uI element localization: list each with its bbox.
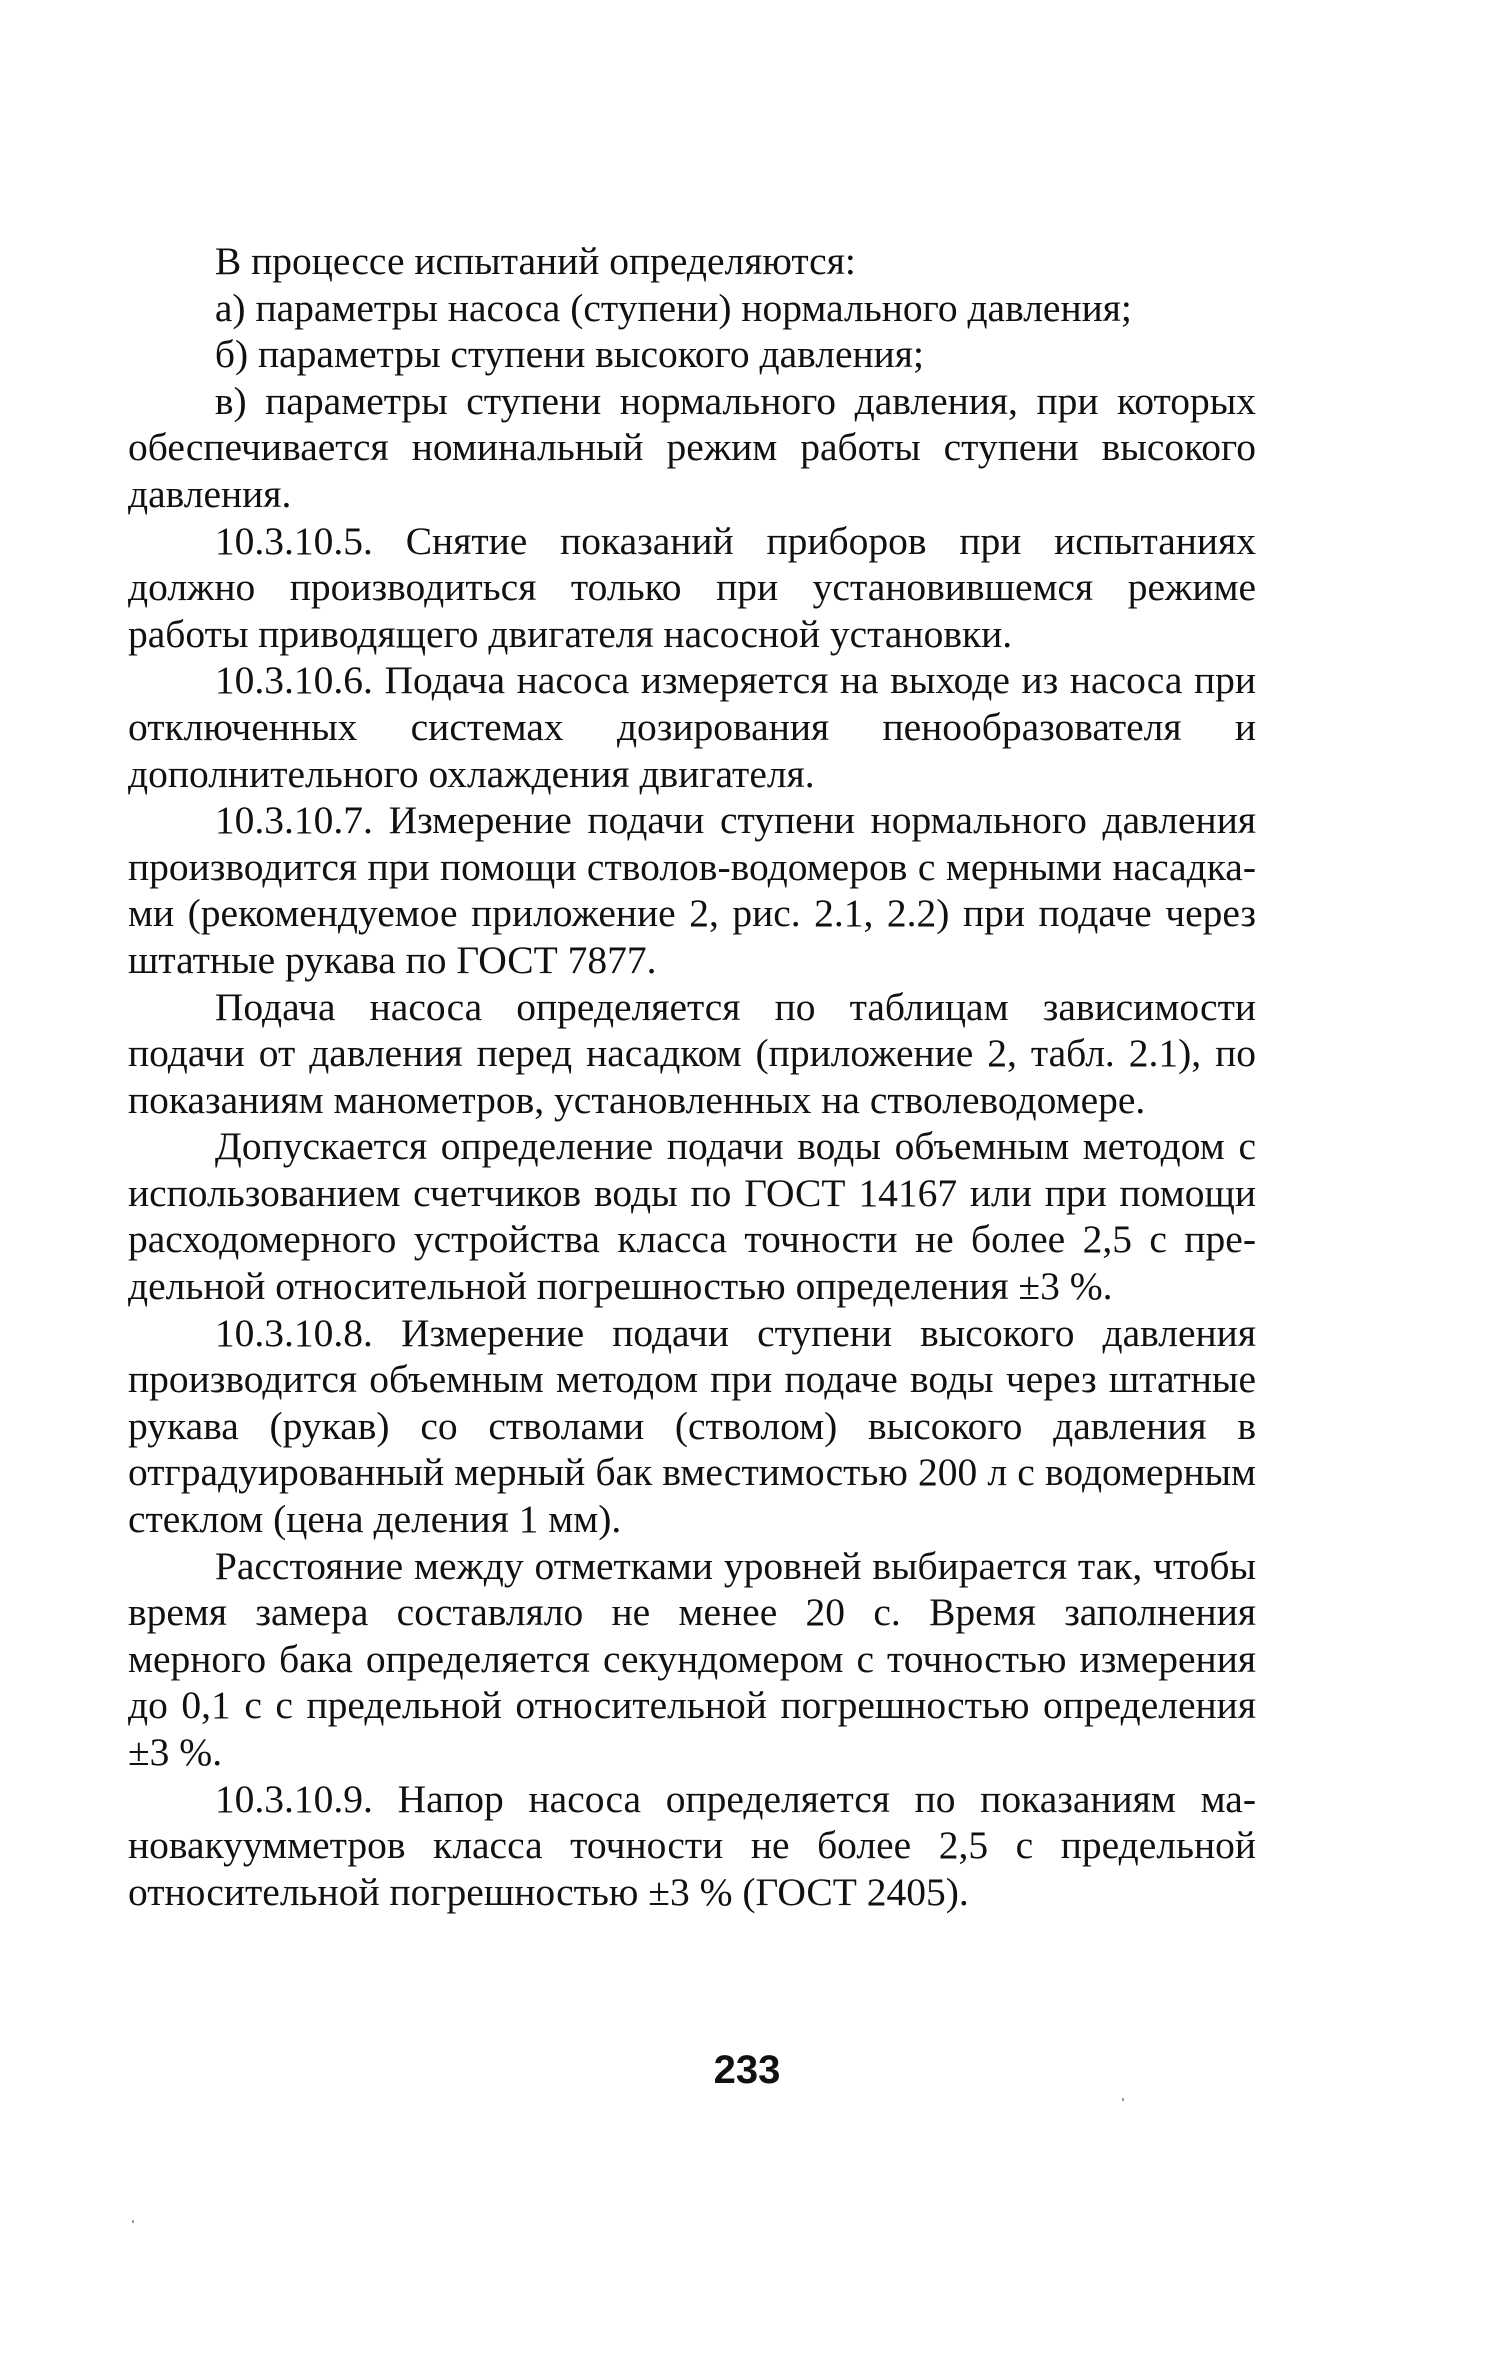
paragraph-pump-flow-tables: Подача насоса определяется по таблицам зависимости подачи от давления перед насадком (приложение 2, табл. 2.1), по показаниям манометров, установленных на стволеводомере. bbox=[128, 984, 1256, 1122]
clause-10-3-10-8: 10.3.10.8. Измерение подачи ступени высокого давления производится объемным методом при подаче воды через штатные рукава (рукав) со стволами (стволом) высокого давления в отградуированный мерный бак вместимостью 200 л с водомерным стеклом (цена деления 1 мм). bbox=[128, 1310, 1256, 1542]
list-item-b: б) параметры ступени высокого давления; bbox=[214, 332, 924, 377]
paragraph-tests-determine: В процессе испытаний определяются: bbox=[214, 239, 856, 283]
clause-10-3-10-9: 10.3.10.9. Напор насоса определяется по показаниям мановакуумметров класса точности не более 2,5 с предельной относительной погрешностью ±3 % (ГОСТ 2405). bbox=[128, 1776, 1256, 1914]
clause-10-3-10-7: 10.3.10.7. Измерение подачи ступени нормального давления производится при помощи стволов-водомеров с мерными насадками (рекомендуемое приложение 2, рис. 2.1, 2.2) при подаче через штатные рукава по ГОСТ 7877. bbox=[128, 798, 1256, 982]
list-item-a: а) параметры насоса (ступени) нормального давления; bbox=[214, 285, 1132, 330]
paragraph-level-marks: Расстояние между отметками уровней выбирается так, чтобы время замера составляло не менее 20 с. Время заполнения мерного бака определяется секундомером с точностью измерения до 0,1 с с предельной относительной погрешностью определения ±3 %. bbox=[128, 1543, 1256, 1774]
paragraph-volumetric-method: Допускается определение подачи воды объемным методом с использованием счетчиков воды по ГОСТ 14167 или при помощи расходомерного устройства класса точности не более 2,5 с предельной относительной погрешностью определения ±3 %. bbox=[128, 1124, 1256, 1309]
clause-10-3-10-5: 10.3.10.5. Снятие показаний приборов при испытаниях должно производиться только при установившемся режиме работы приводящего двигателя насосной установки. bbox=[128, 518, 1256, 656]
clause-10-3-10-6: 10.3.10.6. Подача насоса измеряется на выходе из насоса при отключенных системах дозирования пенообразователя и дополнительного охлаждения двигателя. bbox=[128, 658, 1256, 796]
scan-speck bbox=[132, 2220, 134, 2223]
page-number: 233 bbox=[713, 2048, 781, 2092]
body-text bbox=[128, 238, 1256, 1915]
scan-speck bbox=[1122, 2098, 1124, 2101]
list-item-c: в) параметры ступени нормального давления, при которых обеспечивается номинальный режим работы ступени высокого давления. bbox=[128, 378, 1256, 516]
